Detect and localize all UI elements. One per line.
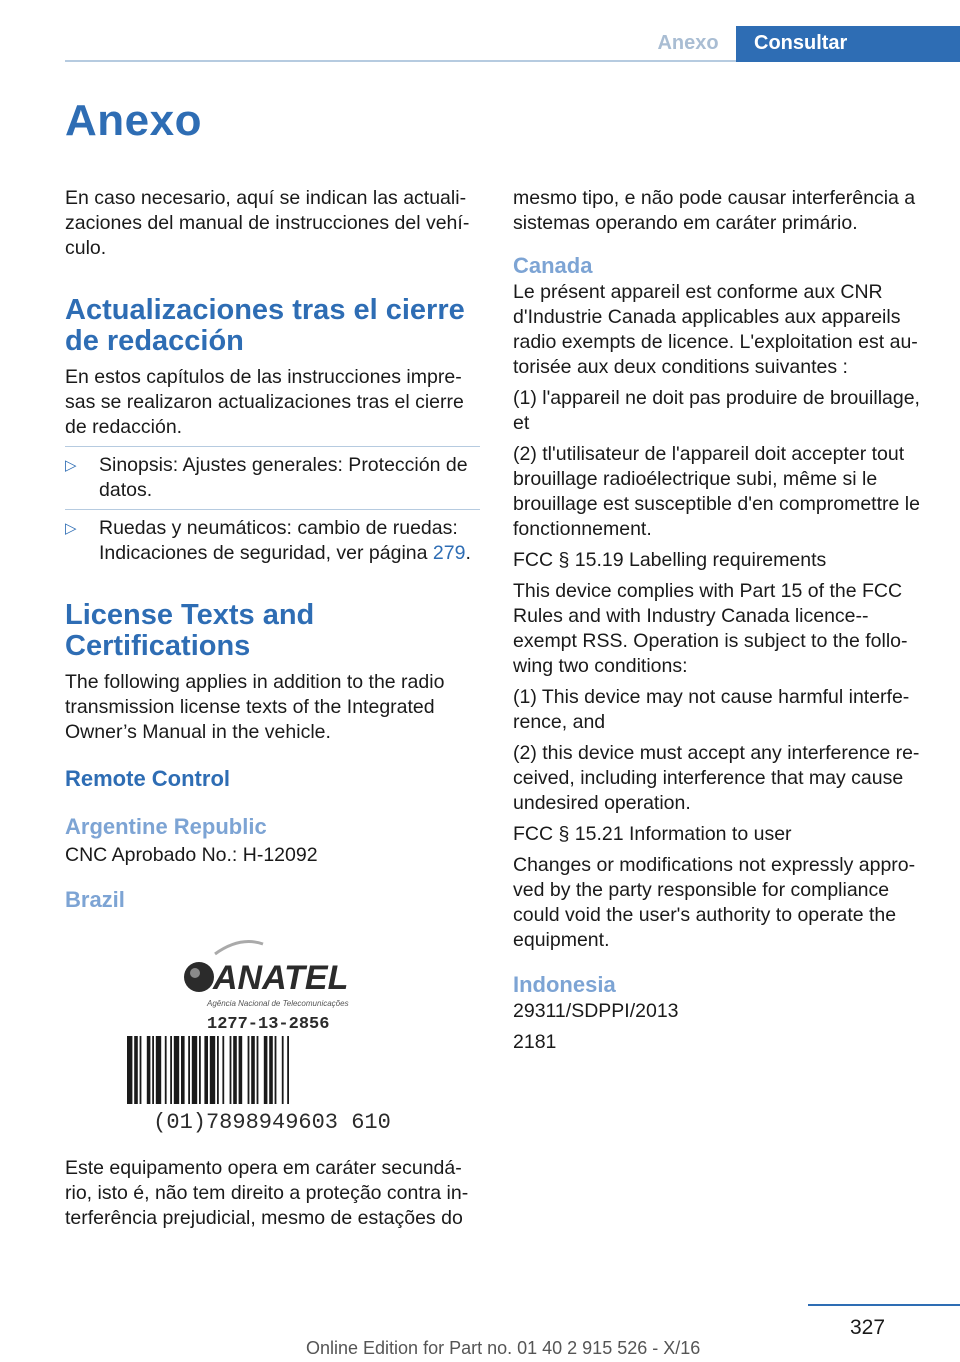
bullet-text: Sinopsis: Ajustes generales: Protección de datos. (99, 454, 468, 501)
anatel-logo-text: ANATEL (213, 959, 349, 997)
indonesia-paragraph-1: 29311/SDPPI/2013 (513, 1000, 679, 1022)
tab-consultar[interactable]: Consultar (736, 26, 960, 62)
page-title: Anexo (65, 96, 202, 145)
heading-license: License Texts and Certifications (65, 599, 315, 662)
fcc-complies-paragraph: This device complies with Part 15 of the FCC Rules and with Industry Canada licence--exempt RSS. Operation is subject to the follo-wing two conditions: (513, 580, 908, 677)
changes-paragraph: Changes or modifications not expressly appro-ved by the party responsible for compliance could void the user's authority to operate the equipment. (513, 854, 916, 951)
bullet-text: Ruedas y neumáticos: cambio de ruedas: Indicaciones de seguridad, ver página (99, 517, 458, 564)
page-link-279[interactable]: 279 (432, 542, 466, 564)
bullet-text-ruedas (99, 516, 480, 566)
anatel-logo-icon (65, 936, 480, 1136)
barcode-icon (127, 1036, 289, 1104)
intro-paragraph: En caso necesario, aquí se indican las actuali-zaciones del manual de instrucciones del vehí-culo. (65, 187, 470, 259)
fcc-1521-paragraph: FCC § 15.21 Information to user (513, 823, 792, 845)
heading-canada: Canada (513, 253, 593, 278)
anatel-code: 1277-13-2856 (207, 1015, 330, 1034)
heading-indonesia: Indonesia (513, 972, 616, 997)
heading-brazil: Brazil (65, 887, 125, 912)
heading-argentine: Argentine Republic (65, 814, 267, 839)
right-column (513, 186, 928, 1061)
condition-2-paragraph: (2) this device must accept any interference re-ceived, including interference that may cause undesired operation. (513, 742, 920, 814)
canada-paragraph-1: Le présent appareil est conforme aux CNR d'Industrie Canada applicables aux appareils radio exempts de licence. L'exploitation est au-torisée aux deux conditions suivantes : (513, 281, 918, 378)
license-paragraph: The following applies in addition to the radio transmission license texts of the Integrated Owner’s Manual in the vehicle. (65, 671, 445, 743)
triangle-bullet-icon: ▷ (65, 520, 77, 537)
bullet-sinopsis (65, 446, 480, 509)
bullet-end: . (465, 542, 471, 564)
tab-anexo[interactable]: Anexo (657, 32, 719, 54)
anatel-label (65, 936, 480, 1136)
edition-text: Online Edition for Part no. 01 40 2 915 526 - X/16 (306, 1338, 701, 1358)
page-number: 327 (850, 1316, 886, 1339)
brazil-paragraph: Este equipamento opera em caráter secundá-rio, isto é, não tem direito a proteção contra in-terferência prejudicial, mesmo de estações do (65, 1157, 469, 1229)
heading-actualizaciones: Actualizaciones tras el cierre de redacción (65, 294, 465, 357)
indonesia-paragraph-2: 2181 (513, 1031, 557, 1053)
argentine-paragraph: CNC Aprobado No.: H-12092 (65, 844, 318, 866)
fcc-1519-paragraph: FCC § 15.19 Labelling requirements (513, 549, 827, 571)
footer-rule (808, 1304, 960, 1306)
condition-1-paragraph: (1) This device may not cause harmful interfe-rence, and (513, 686, 910, 733)
anatel-subtitle: Agência Nacional de Telecomunicações (207, 999, 349, 1008)
heading-remote-control: Remote Control (65, 766, 230, 791)
canada-paragraph-3: (2) tl'utilisateur de l'appareil doit accepter tout brouillage radioélectrique subi, même si le brouillage est susceptible d'en compromettre le fonctionnement. (513, 443, 920, 540)
actualizaciones-paragraph: En estos capítulos de las instrucciones impre-sas se realizaron actualizaciones tras el cierre de redacción. (65, 366, 464, 438)
left-column (65, 186, 480, 1237)
brazil-continued-paragraph: mesmo tipo, e não pode causar interferência a sistemas operando em caráter primário. (513, 187, 916, 234)
canada-paragraph-2: (1) l'appareil ne doit pas produire de brouillage, et (513, 387, 920, 434)
triangle-bullet-icon: ▷ (65, 457, 77, 474)
bullet-ruedas (65, 509, 480, 572)
barcode-number: (01)7898949603 610 (153, 1110, 391, 1135)
